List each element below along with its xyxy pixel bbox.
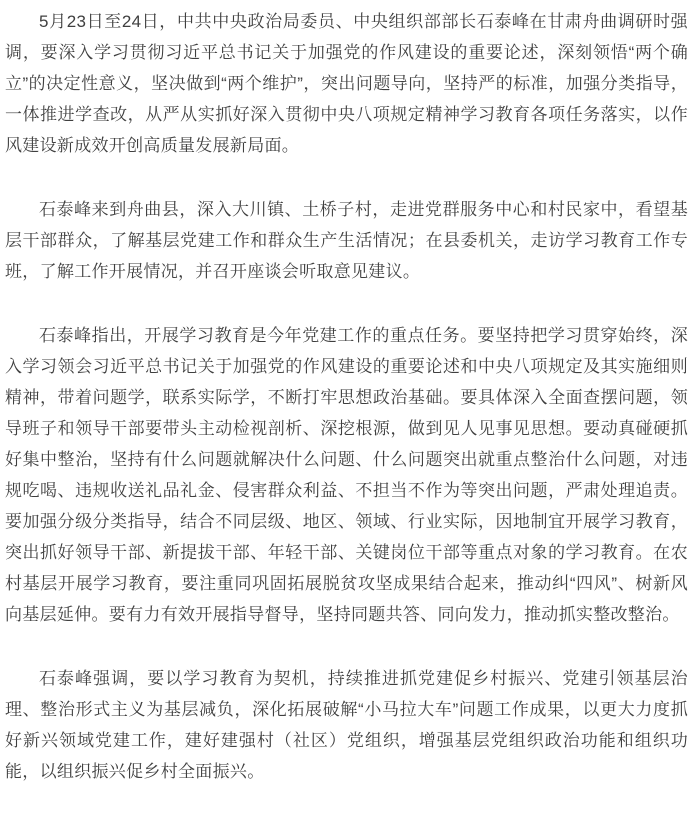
paragraph-intro: 5月23日至24日，中共中央政治局委员、中央组织部部长石泰峰在甘肃舟曲调研时强调，要深入学习贯彻习近平总书记关于加强党的作风建设的重要论述，深刻领悟“两个确立”的决定性意义，坚决做到“两个维护”，突出问题导向，坚持严的标准，加强分类指导，一体推进学查改，从严从实抓好深入贯彻中央八项规定精神学习教育各项任务落实，以作风建设新成效开创高质量发展新局面。 <box>5 12 688 155</box>
paragraph-visit: 石泰峰来到舟曲县，深入大川镇、土桥子村，走进党群服务中心和村民家中，看望基层干部群众，了解基层党建工作和群众生产生活情况；在县委机关，走访学习教育工作专班，了解工作开展情况，并召开座谈会听取意见建议。 <box>5 200 688 281</box>
paragraph-remarks: 石泰峰指出，开展学习教育是今年党建工作的重点任务。要坚持把学习贯穿始终，深入学习领会习近平总书记关于加强党的作风建设的重要论述和中央八项规定及其实施细则精神，带着问题学，联系实际学，不断打牢思想政治基础。要具体深入全面查摆问题，领导班子和领导干部要带头主动检视剖析、深挖根源，做到见人见事见思想。要动真碰硬抓好集中整治，坚持有什么问题就解决什么问题、什么问题突出就重点整治什么问题，对违规吃喝、违规收送礼品礼金、侵害群众利益、不担当不作为等突出问题，严肃处理追责。要加强分级分类指导，结合不同层级、地区、领域、行业实际，因地制宜开展学习教育，突出抓好领导干部、新提拔干部、年轻干部、关键岗位干部等重点对象的学习教育。在农村基层开展学习教育，要注重同巩固拓展脱贫攻坚成果结合起来，推动纠“四风”、树新风向基层延伸。要有力有效开展指导督导，坚持同题共答、同向发力，推动抓实整改整治。 <box>5 326 688 624</box>
paragraph-conclusion: 石泰峰强调，要以学习教育为契机，持续推进抓党建促乡村振兴、党建引领基层治理、整治形式主义为基层减负，深化拓展破解“小马拉大车”问题工作成果，以更大力度抓好新兴领域党建工作，建好建强村（社区）党组织，增强基层党组织政治功能和组织功能，以组织振兴促乡村全面振兴。 <box>5 669 688 781</box>
